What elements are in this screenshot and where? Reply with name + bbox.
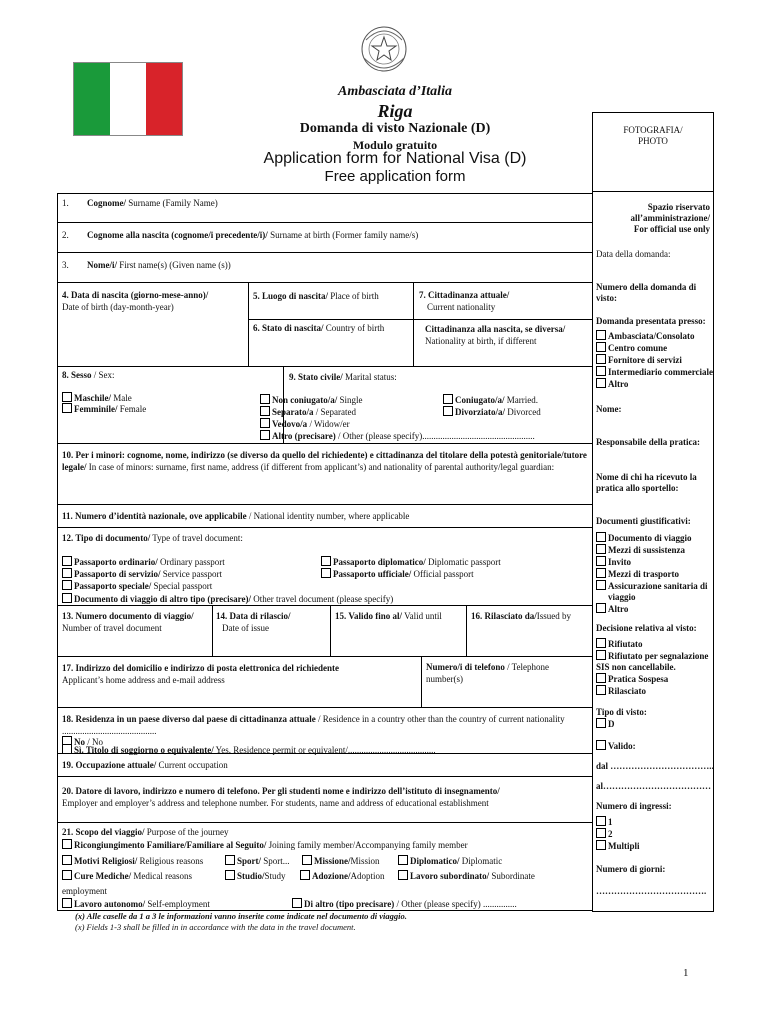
visa-valid-option[interactable]: Valido:	[596, 740, 636, 752]
refused-sis-checkbox[interactable]	[596, 650, 606, 660]
suspended-checkbox[interactable]	[596, 673, 606, 683]
employment-checkbox[interactable]	[398, 870, 408, 880]
purpose-employment-continued: employment	[62, 886, 107, 896]
photo-label-en: PHOTO	[638, 136, 668, 146]
field-country-of-birth[interactable]: 6. Stato di nascita/ Country of birth	[253, 323, 385, 333]
visa-valid-to[interactable]: al………………………………	[596, 781, 712, 791]
other-doc-checkbox[interactable]	[596, 603, 606, 613]
sidebar-name: Nome:	[596, 404, 622, 414]
visa-valid-from[interactable]: dal ……………………………..	[596, 761, 714, 771]
field-current-occupation[interactable]: 19. Occupazione attuale/ Current occupation	[62, 760, 228, 770]
mission-checkbox[interactable]	[302, 855, 312, 865]
separated-checkbox[interactable]	[260, 406, 270, 416]
sidebar-received-by: Nome di chi ha ricevuto la pratica allo sportello:	[596, 472, 697, 493]
intermediary-checkbox[interactable]	[596, 366, 606, 376]
sidebar-days-line[interactable]: ……………………………….	[596, 886, 707, 896]
purpose-adoption-option[interactable]: Adozione/Adoption	[300, 870, 385, 882]
field-document-type: 12. Tipo di documento/ Type of travel document:	[62, 533, 243, 543]
purpose-self-employment-option[interactable]: Lavoro autonomo/ Self-employment	[62, 898, 210, 910]
field-purpose-of-journey: 21. Scopo del viaggio/ Purpose of the journey	[62, 827, 229, 837]
field-date-of-birth[interactable]: 4. Data di nascita (giorno-mese-anno)/ Date of birth (day-month-year)	[62, 290, 209, 312]
residence-no-option[interactable]: No / No	[62, 736, 103, 748]
field-national-id[interactable]: 11. Numero d’identità nazionale, ove applicabile / National identity number, where applicable	[62, 511, 410, 521]
field-surname-at-birth[interactable]: Cognome alla nascita (cognome/i precedente/i)/ Surname at birth (Former family name/s)	[87, 230, 419, 240]
purpose-diplomatic-option[interactable]: Diplomatico/ Diplomatic	[398, 855, 502, 867]
diplomatic-checkbox[interactable]	[398, 855, 408, 865]
field-first-names[interactable]: Nome/i/ First name(s) (Given name (s))	[87, 260, 231, 270]
flag-white	[110, 63, 146, 135]
field-surname[interactable]: Cognome/ Surname (Family Name)	[87, 198, 218, 208]
adoption-checkbox[interactable]	[300, 870, 310, 880]
purpose-other-option[interactable]: Di altro (tipo precisare) / Other (please specify) ...............	[292, 898, 517, 910]
ordinary-passport-checkbox[interactable]	[62, 556, 72, 566]
purpose-mission-option[interactable]: Missione/Mission	[302, 855, 380, 867]
sidebar-entries-options[interactable]: 1 2 Multipli	[596, 816, 640, 852]
single-entry-checkbox[interactable]	[596, 816, 606, 826]
other-purpose-checkbox[interactable]	[292, 898, 302, 908]
purpose-study-option[interactable]: Studio/Study	[225, 870, 286, 882]
sidebar-days: Numero di giorni:	[596, 864, 666, 874]
single-checkbox[interactable]	[260, 394, 270, 404]
italian-flag	[73, 62, 183, 136]
emblem-icon	[358, 22, 410, 76]
form-subtitle-en: Free application form	[324, 168, 466, 185]
form-subtitle-it: Modulo gratuito	[352, 138, 438, 152]
sidebar-visa-type: Tipo di visto:	[596, 707, 647, 717]
embassy-city: Riga	[377, 101, 413, 121]
field-home-address[interactable]: 17. Indirizzo del domicilio e indirizzo di posta elettronica del richiedente Applicant’s home address and e-mail address	[62, 663, 340, 685]
field-1-number: 1.	[62, 198, 69, 208]
divorced-checkbox[interactable]	[443, 406, 453, 416]
note-en: (x) Fields 1-3 shall be filled in in accordance with the data in the travel document.	[75, 922, 356, 932]
flag-green	[74, 63, 110, 135]
photo-area[interactable]	[593, 113, 713, 192]
means-checkbox[interactable]	[596, 544, 606, 554]
married-checkbox[interactable]	[443, 394, 453, 404]
sidebar-presented-at: Domanda presentata presso:	[596, 316, 706, 326]
religious-checkbox[interactable]	[62, 855, 72, 865]
medical-checkbox[interactable]	[62, 870, 72, 880]
field-valid-until[interactable]: 15. Valido fino al/ Valid until	[335, 611, 442, 621]
field-2-number: 2.	[62, 230, 69, 240]
doc-service-option[interactable]: Passaporto di servizio/ Service passport	[62, 568, 222, 580]
sidebar-entries: Numero di ingressi:	[596, 801, 672, 811]
sidebar-decision: Decisione relativa al visto:	[596, 623, 697, 633]
purpose-religious-option[interactable]: Motivi Religiosi/ Religious reasons	[62, 855, 203, 867]
valid-checkbox[interactable]	[596, 740, 606, 750]
doc-ordinary-option[interactable]: Passaporto ordinario/ Ordinary passport	[62, 556, 225, 568]
male-checkbox[interactable]	[62, 392, 72, 402]
other-presented-checkbox[interactable]	[596, 378, 606, 388]
other-document-checkbox[interactable]	[62, 593, 72, 603]
visa-d-checkbox[interactable]	[596, 718, 606, 728]
purpose-employment-option[interactable]: Lavoro subordinato/ Subordinate	[398, 870, 535, 882]
special-passport-checkbox[interactable]	[62, 580, 72, 590]
self-employment-checkbox[interactable]	[62, 898, 72, 908]
flag-red	[146, 63, 182, 135]
doc-official-option[interactable]: Passaporto ufficiale/ Official passport	[321, 568, 474, 580]
study-checkbox[interactable]	[225, 870, 235, 880]
service-provider-checkbox[interactable]	[596, 354, 606, 364]
travel-doc-checkbox[interactable]	[596, 532, 606, 542]
field-employer[interactable]: 20. Datore di lavoro, indirizzo e numero di telefono. Per gli studenti nome e indirizzo dell’istituto di insegnamento/ Employer and employer’s address and telephone number. For students, name and address of educational establishment	[62, 786, 500, 808]
marital-married-option[interactable]: Coniugato/a/ Married.	[443, 394, 538, 406]
field-residence-other-country: 18. Residenza in un paese diverso dal paese di cittadinanza attuale / Residence in a country other than the country of current nationality ..........................................	[62, 714, 565, 736]
sidebar-decision-options[interactable]: Rifiutato Rifiutato per segnalazione SIS non cancellabile. Pratica Sospesa Rilasciato	[596, 639, 709, 696]
field-travel-document-number[interactable]: 13. Numero documento di viaggio/ Number of travel document	[62, 611, 194, 633]
double-entry-checkbox[interactable]	[596, 828, 606, 838]
photo-label: FOTOGRAFIA/	[623, 125, 683, 135]
marital-divorced-option[interactable]: Divorziato/a/ Divorced	[443, 406, 541, 418]
field-current-nationality[interactable]: 7. Cittadinanza attuale/ Current nationality	[419, 290, 510, 312]
widowed-checkbox[interactable]	[260, 418, 270, 428]
purpose-medical-option[interactable]: Cure Mediche/ Medical reasons	[62, 870, 192, 882]
sidebar-reserved: Spazio riservato all’amministrazione/ For official use only	[630, 202, 710, 234]
marital-separated-option[interactable]: Separato/a / Separated	[260, 406, 356, 418]
embassy-title: Ambasciata d’Italia	[338, 84, 452, 99]
form-title-it: Domanda di visto Nazionale (D)	[299, 121, 491, 136]
purpose-sport-option[interactable]: Sport/ Sport...	[225, 855, 290, 867]
sidebar-responsible: Responsabile della pratica:	[596, 437, 701, 447]
field-marital-status: 9. Stato civile/ Marital status:	[289, 372, 397, 382]
marital-other-option[interactable]: Altro (precisare) / Other (please specify)..................................................	[260, 430, 535, 442]
field-place-of-birth[interactable]: 5. Luogo di nascita/ Place of birth	[253, 291, 379, 301]
female-checkbox[interactable]	[62, 403, 72, 413]
family-checkbox[interactable]	[62, 839, 72, 849]
insurance-checkbox[interactable]	[596, 580, 606, 590]
marital-widowed-option[interactable]: Vedovo/a / Widow/er	[260, 418, 350, 430]
refused-checkbox[interactable]	[596, 638, 606, 648]
residence-yes-checkbox[interactable]	[62, 744, 72, 754]
residence-yes-option[interactable]: Sì. Titolo di soggiorno o equivalente/ Yes. Residence permit or equivalent/.......................................	[62, 744, 436, 756]
sidebar-documents: Documenti giustificativi:	[596, 516, 691, 526]
invitation-checkbox[interactable]	[596, 556, 606, 566]
common-centre-checkbox[interactable]	[596, 342, 606, 352]
field-minors-guardian[interactable]: 10. Per i minori: cognome, nome, indirizzo (se diverso da quello del richiedente) e cittadinanza del titolare della potestà genitoriale/tutore legale/ In case of minors: surname, first name, address (if different from applicant’s) and nationality of parental authority/legal guardian:	[62, 450, 587, 472]
sidebar-document-options[interactable]: Documento di viaggio Mezzi di sussistenza Invito Mezzi di trasporto Assicurazione sanitaria di viaggio Altro	[596, 532, 708, 615]
marital-single-option[interactable]: Non coniugato/a/ Single	[260, 394, 363, 406]
transport-checkbox[interactable]	[596, 568, 606, 578]
page-number: 1	[683, 967, 689, 979]
sex-female-option[interactable]: Femminile/ Female	[62, 403, 146, 415]
embassy-checkbox[interactable]	[596, 330, 606, 340]
issued-checkbox[interactable]	[596, 685, 606, 695]
doc-diplomatic-option[interactable]: Passaporto diplomatico/ Diplomatic passport	[321, 556, 501, 568]
sex-male-option[interactable]: Maschile/ Male	[62, 392, 132, 404]
field-issued-by[interactable]: 16. Rilasciato da/Issued by	[471, 611, 572, 621]
sport-checkbox[interactable]	[225, 855, 235, 865]
form-title-en: Application form for National Visa (D)	[263, 150, 527, 167]
sidebar-presented-options[interactable]: Ambasciata/Consolato Centro comune Fornitore di servizi Intermediario commerciale Altro	[596, 330, 713, 390]
diplomatic-passport-checkbox[interactable]	[321, 556, 331, 566]
visa-type-d-option[interactable]: D	[596, 718, 615, 730]
doc-other-option[interactable]: Documento di viaggio di altro tipo (precisare)/ Other travel document (please specify)	[62, 593, 393, 605]
other-marital-checkbox[interactable]	[260, 430, 270, 440]
note-it: (x) Alle caselle da 1 a 3 le informazioni vanno inserite come indicate nel documento di viaggio.	[75, 911, 407, 921]
multiple-entry-checkbox[interactable]	[596, 840, 606, 850]
doc-special-option[interactable]: Passaporto speciale/ Special passport	[62, 580, 212, 592]
field-nationality-at-birth[interactable]: Cittadinanza alla nascita, se diversa/ Nationality at birth, if different	[425, 324, 566, 346]
service-passport-checkbox[interactable]	[62, 568, 72, 578]
field-sex: 8. Sesso / Sex:	[62, 370, 115, 380]
purpose-family-option[interactable]: Ricongiungimento Familiare/Familiare al Seguito/ Joining family member/Accompanying family member	[62, 839, 468, 851]
field-3-number: 3.	[62, 260, 69, 270]
sidebar-date: Data della domanda:	[596, 249, 671, 259]
field-telephone[interactable]: Numero/i di telefono / Telephone number(s)	[426, 662, 550, 684]
official-passport-checkbox[interactable]	[321, 568, 331, 578]
field-date-of-issue[interactable]: 14. Data di rilascio/ Date of issue	[216, 611, 291, 633]
sidebar-application-number: Numero della domanda di visto:	[596, 282, 697, 303]
